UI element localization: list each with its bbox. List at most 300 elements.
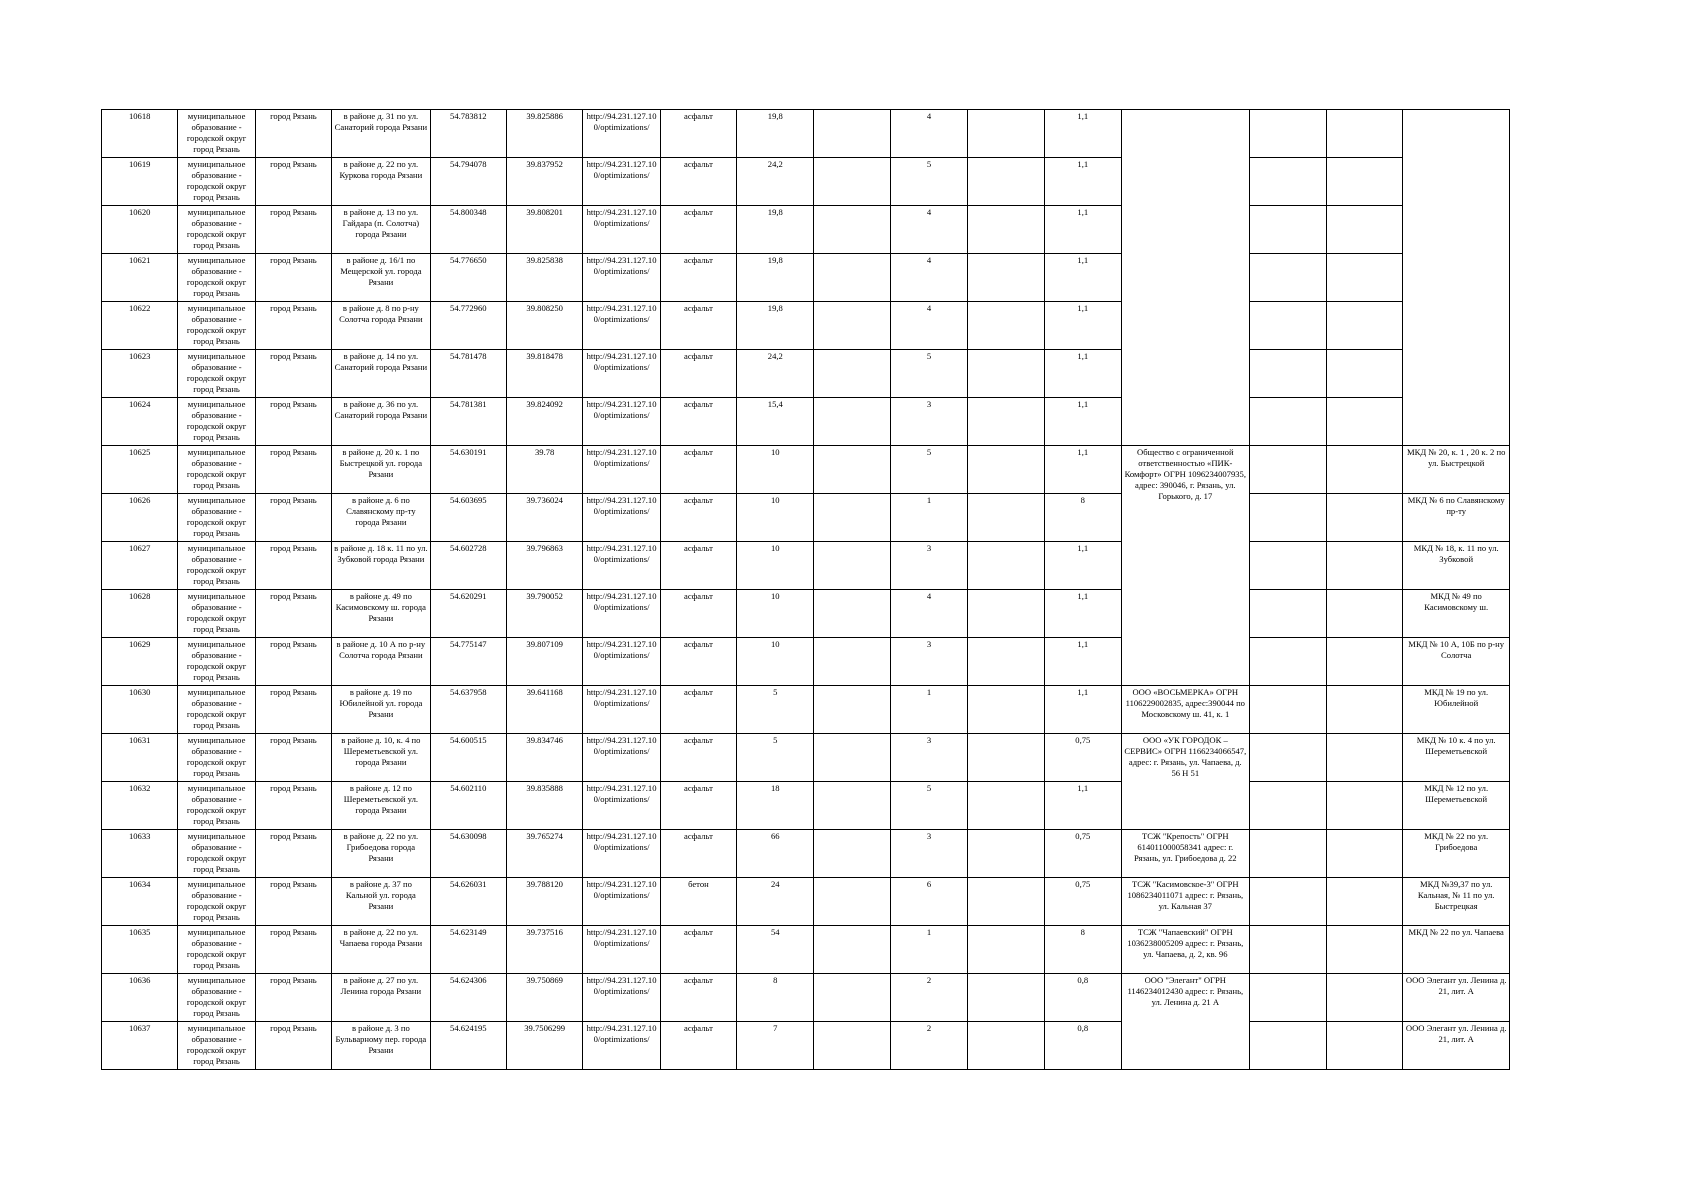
cell-area: 18: [737, 782, 814, 830]
cell-city: город Рязань: [255, 350, 331, 398]
cell-container-volume: 1,1: [1044, 542, 1121, 590]
cell-municipality: муниципальное образование - городской округ город Рязань: [178, 398, 255, 446]
cell-longitude: 39.824092: [506, 398, 582, 446]
cell-url: http://94.231.127.100/optimizations/: [583, 350, 660, 398]
table-row: [102, 878, 1510, 926]
cell-city: город Рязань: [255, 686, 331, 734]
cell-surface: асфальт: [660, 974, 736, 1022]
cell-empty: [968, 206, 1044, 254]
cell-id: 10637: [102, 1022, 178, 1070]
cell-city: город Рязань: [255, 302, 331, 350]
cell-url: http://94.231.127.100/optimizations/: [583, 830, 660, 878]
table-row: [102, 494, 1510, 542]
cell-municipality: муниципальное образование - городской округ город Рязань: [178, 302, 255, 350]
cell-longitude: 39.737516: [506, 926, 582, 974]
cell-sources: МКД № 6 по Славянскому пр-ту: [1403, 494, 1510, 542]
cell-latitude: 54.775147: [430, 638, 506, 686]
cell-empty: [814, 158, 890, 206]
cell-longitude: 39.835888: [506, 782, 582, 830]
cell-latitude: 54.600515: [430, 734, 506, 782]
cell-empty: [1249, 110, 1326, 158]
cell-longitude: 39.808250: [506, 302, 582, 350]
cell-city: город Рязань: [255, 830, 331, 878]
registry-table: [101, 109, 1510, 1070]
cell-container-count: 3: [890, 638, 967, 686]
cell-longitude: 39.807109: [506, 638, 582, 686]
cell-container-count: 3: [890, 398, 967, 446]
cell-longitude: 39.78: [506, 446, 582, 494]
cell-municipality: муниципальное образование - городской округ город Рязань: [178, 110, 255, 158]
cell-container-volume: 1,1: [1044, 398, 1121, 446]
cell-container-volume: 8: [1044, 494, 1121, 542]
cell-sources: ООО Элегант ул. Ленина д. 21, лит. А: [1403, 974, 1510, 1022]
cell-address: в районе д. 18 к. 11 по ул. Зубковой города Рязани: [332, 542, 430, 590]
cell-address: в районе д. 13 по ул. Гайдара (п. Солотча) города Рязани: [332, 206, 430, 254]
cell-address: в районе д. 16/1 по Мещерской ул. города Рязани: [332, 254, 430, 302]
cell-empty: [968, 1022, 1044, 1070]
cell-empty: [1326, 974, 1402, 1022]
cell-municipality: муниципальное образование - городской округ город Рязань: [178, 254, 255, 302]
cell-url: http://94.231.127.100/optimizations/: [583, 734, 660, 782]
cell-empty: [1249, 926, 1326, 974]
cell-surface: асфальт: [660, 590, 736, 638]
cell-container-count: 4: [890, 302, 967, 350]
cell-empty: [1326, 110, 1402, 158]
cell-latitude: 54.626031: [430, 878, 506, 926]
cell-empty: [814, 638, 890, 686]
cell-city: город Рязань: [255, 494, 331, 542]
cell-address: в районе д. 27 по ул. Ленина города Рязани: [332, 974, 430, 1022]
cell-empty: [814, 686, 890, 734]
cell-container-volume: 1,1: [1044, 302, 1121, 350]
cell-longitude: 39.7506299: [506, 1022, 582, 1070]
cell-address: в районе д. 22 по ул. Куркова города Рязани: [332, 158, 430, 206]
cell-empty: [1249, 1022, 1326, 1070]
cell-id: 10618: [102, 110, 178, 158]
cell-container-volume: 8: [1044, 926, 1121, 974]
cell-empty: [814, 830, 890, 878]
cell-id: 10625: [102, 446, 178, 494]
table-row: [102, 1022, 1510, 1070]
cell-container-count: 4: [890, 254, 967, 302]
cell-longitude: 39.765274: [506, 830, 582, 878]
cell-empty: [968, 302, 1044, 350]
cell-empty: [1326, 254, 1402, 302]
cell-empty: [1326, 686, 1402, 734]
cell-url: http://94.231.127.100/optimizations/: [583, 878, 660, 926]
cell-container-count: 1: [890, 926, 967, 974]
cell-city: город Рязань: [255, 590, 331, 638]
table-row: [102, 686, 1510, 734]
cell-address: в районе д. 19 по Юбилейной ул. города Рязани: [332, 686, 430, 734]
cell-city: город Рязань: [255, 638, 331, 686]
cell-area: 19,8: [737, 254, 814, 302]
cell-surface: асфальт: [660, 734, 736, 782]
cell-address: в районе д. 12 по Шереметьевской ул. города Рязани: [332, 782, 430, 830]
cell-longitude: 39.788120: [506, 878, 582, 926]
cell-surface: асфальт: [660, 158, 736, 206]
cell-longitude: 39.790052: [506, 590, 582, 638]
cell-city: город Рязань: [255, 158, 331, 206]
cell-latitude: 54.624195: [430, 1022, 506, 1070]
cell-city: город Рязань: [255, 926, 331, 974]
table-row: [102, 158, 1510, 206]
table-row: [102, 446, 1510, 494]
cell-id: 10631: [102, 734, 178, 782]
cell-owner-org: ТСЖ "Крепость" ОГРН 614011000058341 адрес: г. Рязань, ул. Грибоедова д. 22: [1121, 830, 1249, 878]
cell-empty: [1249, 782, 1326, 830]
cell-latitude: 54.603695: [430, 494, 506, 542]
cell-url: http://94.231.127.100/optimizations/: [583, 974, 660, 1022]
cell-id: 10632: [102, 782, 178, 830]
cell-id: 10634: [102, 878, 178, 926]
cell-id: 10630: [102, 686, 178, 734]
table-row: [102, 398, 1510, 446]
cell-empty: [968, 158, 1044, 206]
table-row: [102, 206, 1510, 254]
cell-container-volume: 0,75: [1044, 878, 1121, 926]
cell-empty: [1249, 206, 1326, 254]
cell-area: 5: [737, 734, 814, 782]
cell-address: в районе д. 22 по ул. Грибоедова города Рязани: [332, 830, 430, 878]
cell-city: город Рязань: [255, 110, 331, 158]
cell-sources: МКД № 19 по ул. Юбилейной: [1403, 686, 1510, 734]
cell-empty: [1326, 158, 1402, 206]
cell-container-count: 4: [890, 206, 967, 254]
cell-area: 7: [737, 1022, 814, 1070]
cell-container-count: 6: [890, 878, 967, 926]
cell-address: в районе д. 36 по ул. Санаторий города Рязани: [332, 398, 430, 446]
cell-empty: [968, 974, 1044, 1022]
cell-empty: [968, 254, 1044, 302]
cell-container-count: 3: [890, 542, 967, 590]
cell-surface: асфальт: [660, 350, 736, 398]
cell-address: в районе д. 8 по р-ну Солотча города Рязани: [332, 302, 430, 350]
cell-empty: [1326, 878, 1402, 926]
cell-url: http://94.231.127.100/optimizations/: [583, 542, 660, 590]
cell-owner-org: ТСЖ "Касимовское-3" ОГРН 1086234011071 адрес: г. Рязань, ул. Кальная 37: [1121, 878, 1249, 926]
cell-municipality: муниципальное образование - городской округ город Рязань: [178, 638, 255, 686]
cell-empty: [968, 638, 1044, 686]
cell-url: http://94.231.127.100/optimizations/: [583, 590, 660, 638]
cell-longitude: 39.825838: [506, 254, 582, 302]
cell-empty: [814, 110, 890, 158]
cell-empty: [968, 494, 1044, 542]
cell-empty: [814, 878, 890, 926]
cell-url: http://94.231.127.100/optimizations/: [583, 638, 660, 686]
cell-surface: асфальт: [660, 494, 736, 542]
cell-sources: МКД №39,37 по ул. Кальная, № 11 по ул. Быстрецкая: [1403, 878, 1510, 926]
table-row: [102, 638, 1510, 686]
cell-url: http://94.231.127.100/optimizations/: [583, 686, 660, 734]
cell-empty: [814, 542, 890, 590]
cell-latitude: 54.630098: [430, 830, 506, 878]
cell-latitude: 54.800348: [430, 206, 506, 254]
table-row: [102, 926, 1510, 974]
cell-empty: [1249, 350, 1326, 398]
cell-container-count: 5: [890, 446, 967, 494]
cell-latitude: 54.781381: [430, 398, 506, 446]
table-row: [102, 302, 1510, 350]
cell-empty: [968, 446, 1044, 494]
cell-empty: [814, 590, 890, 638]
cell-id: 10633: [102, 830, 178, 878]
cell-empty: [968, 590, 1044, 638]
cell-latitude: 54.602110: [430, 782, 506, 830]
cell-empty: [1249, 638, 1326, 686]
cell-longitude: 39.750869: [506, 974, 582, 1022]
cell-city: город Рязань: [255, 542, 331, 590]
table-row: [102, 830, 1510, 878]
cell-empty: [1326, 494, 1402, 542]
cell-city: город Рязань: [255, 1022, 331, 1070]
cell-empty: [1249, 494, 1326, 542]
cell-area: 19,8: [737, 302, 814, 350]
cell-id: 10621: [102, 254, 178, 302]
cell-empty: [814, 494, 890, 542]
cell-city: город Рязань: [255, 206, 331, 254]
cell-surface: асфальт: [660, 302, 736, 350]
cell-latitude: 54.637958: [430, 686, 506, 734]
cell-sources: МКД № 49 по Касимовскому ш.: [1403, 590, 1510, 638]
cell-area: 19,8: [737, 206, 814, 254]
cell-sources: МКД № 10 к. 4 по ул. Шереметьевской: [1403, 734, 1510, 782]
cell-container-volume: 1,1: [1044, 638, 1121, 686]
cell-empty: [1249, 878, 1326, 926]
cell-container-volume: 1,1: [1044, 110, 1121, 158]
cell-area: 19,8: [737, 110, 814, 158]
cell-empty: [1326, 734, 1402, 782]
registry-body: [102, 110, 1510, 1070]
cell-empty: [814, 398, 890, 446]
cell-latitude: 54.783812: [430, 110, 506, 158]
cell-address: в районе д. 10 А по р-ну Солотча города Рязани: [332, 638, 430, 686]
cell-id: 10627: [102, 542, 178, 590]
cell-longitude: 39.834746: [506, 734, 582, 782]
cell-empty: [968, 110, 1044, 158]
cell-url: http://94.231.127.100/optimizations/: [583, 446, 660, 494]
cell-id: 10622: [102, 302, 178, 350]
cell-surface: асфальт: [660, 686, 736, 734]
cell-municipality: муниципальное образование - городской округ город Рязань: [178, 926, 255, 974]
cell-surface: асфальт: [660, 110, 736, 158]
cell-area: 10: [737, 542, 814, 590]
cell-surface: асфальт: [660, 638, 736, 686]
cell-surface: асфальт: [660, 830, 736, 878]
cell-area: 10: [737, 494, 814, 542]
table-row: [102, 542, 1510, 590]
cell-container-count: 1: [890, 686, 967, 734]
cell-owner-org: ТСЖ "Чапаевский" ОГРН 1036238005209 адрес: г. Рязань, ул. Чапаева, д. 2, кв. 96: [1121, 926, 1249, 974]
cell-surface: бетон: [660, 878, 736, 926]
cell-empty: [1249, 302, 1326, 350]
cell-city: город Рязань: [255, 254, 331, 302]
cell-empty: [1249, 398, 1326, 446]
cell-empty: [814, 734, 890, 782]
cell-owner-empty: [1121, 110, 1249, 446]
cell-url: http://94.231.127.100/optimizations/: [583, 110, 660, 158]
cell-container-count: 5: [890, 782, 967, 830]
cell-area: 10: [737, 446, 814, 494]
cell-municipality: муниципальное образование - городской округ город Рязань: [178, 158, 255, 206]
cell-empty: [1326, 302, 1402, 350]
cell-empty: [968, 830, 1044, 878]
cell-owner-org: ООО «УК ГОРОДОК – СЕРВИС» ОГРН 1166234066547, адрес: г. Рязань, ул. Чапаева, д. 56 Н 51: [1121, 734, 1249, 830]
cell-url: http://94.231.127.100/optimizations/: [583, 302, 660, 350]
cell-container-count: 2: [890, 974, 967, 1022]
cell-area: 24,2: [737, 158, 814, 206]
cell-url: http://94.231.127.100/optimizations/: [583, 926, 660, 974]
cell-latitude: 54.623149: [430, 926, 506, 974]
table-row: [102, 350, 1510, 398]
cell-empty: [1326, 926, 1402, 974]
cell-sources-empty: [1403, 110, 1510, 446]
cell-url: http://94.231.127.100/optimizations/: [583, 206, 660, 254]
cell-empty: [968, 350, 1044, 398]
cell-container-count: 1: [890, 494, 967, 542]
cell-container-volume: 1,1: [1044, 590, 1121, 638]
cell-container-volume: 0,75: [1044, 734, 1121, 782]
cell-longitude: 39.808201: [506, 206, 582, 254]
cell-longitude: 39.641168: [506, 686, 582, 734]
cell-url: http://94.231.127.100/optimizations/: [583, 398, 660, 446]
cell-city: город Рязань: [255, 398, 331, 446]
cell-empty: [1326, 398, 1402, 446]
cell-area: 5: [737, 686, 814, 734]
cell-sources: МКД № 22 по ул. Грибоедова: [1403, 830, 1510, 878]
cell-latitude: 54.772960: [430, 302, 506, 350]
cell-empty: [814, 782, 890, 830]
cell-empty: [814, 254, 890, 302]
cell-empty: [1249, 590, 1326, 638]
cell-municipality: муниципальное образование - городской округ город Рязань: [178, 446, 255, 494]
cell-sources: МКД № 22 по ул. Чапаева: [1403, 926, 1510, 974]
cell-latitude: 54.620291: [430, 590, 506, 638]
cell-empty: [814, 1022, 890, 1070]
cell-container-count: 3: [890, 734, 967, 782]
cell-longitude: 39.837952: [506, 158, 582, 206]
cell-address: в районе д. 49 по Касимовскому ш. города Рязани: [332, 590, 430, 638]
cell-address: в районе д. 31 по ул. Санаторий города Рязани: [332, 110, 430, 158]
cell-latitude: 54.776650: [430, 254, 506, 302]
cell-empty: [1326, 350, 1402, 398]
cell-address: в районе д. 3 по Бульварному пер. города Рязани: [332, 1022, 430, 1070]
table-row: [102, 734, 1510, 782]
cell-latitude: 54.602728: [430, 542, 506, 590]
table-row: [102, 254, 1510, 302]
cell-municipality: муниципальное образование - городской округ город Рязань: [178, 782, 255, 830]
cell-empty: [814, 926, 890, 974]
cell-empty: [1249, 158, 1326, 206]
cell-area: 8: [737, 974, 814, 1022]
cell-url: http://94.231.127.100/optimizations/: [583, 494, 660, 542]
cell-area: 10: [737, 590, 814, 638]
cell-container-volume: 0,8: [1044, 974, 1121, 1022]
cell-area: 66: [737, 830, 814, 878]
cell-municipality: муниципальное образование - городской округ город Рязань: [178, 686, 255, 734]
cell-url: http://94.231.127.100/optimizations/: [583, 782, 660, 830]
cell-id: 10623: [102, 350, 178, 398]
cell-surface: асфальт: [660, 446, 736, 494]
cell-empty: [1249, 686, 1326, 734]
cell-empty: [814, 974, 890, 1022]
cell-longitude: 39.818478: [506, 350, 582, 398]
cell-empty: [814, 446, 890, 494]
cell-id: 10620: [102, 206, 178, 254]
cell-latitude: 54.794078: [430, 158, 506, 206]
cell-area: 24: [737, 878, 814, 926]
cell-empty: [1249, 542, 1326, 590]
cell-empty: [1249, 446, 1326, 494]
cell-id: 10636: [102, 974, 178, 1022]
cell-container-volume: 0,75: [1044, 830, 1121, 878]
cell-empty: [1326, 782, 1402, 830]
cell-container-count: 3: [890, 830, 967, 878]
cell-owner-org: Общество с ограниченной ответственностью «ПИК-Комфорт» ОГРН 1096234007935, адрес: 390046, г. Рязань, ул. Горького, д. 17: [1121, 446, 1249, 686]
cell-city: город Рязань: [255, 974, 331, 1022]
cell-empty: [1326, 590, 1402, 638]
cell-area: 24,2: [737, 350, 814, 398]
cell-sources: МКД № 10 А, 10Б по р-ну Солотча: [1403, 638, 1510, 686]
cell-container-volume: 1,1: [1044, 782, 1121, 830]
cell-municipality: муниципальное образование - городской округ город Рязань: [178, 590, 255, 638]
cell-sources: МКД № 20, к. 1 , 20 к. 2 по ул. Быстрецкой: [1403, 446, 1510, 494]
cell-empty: [968, 542, 1044, 590]
cell-empty: [968, 398, 1044, 446]
cell-surface: асфальт: [660, 206, 736, 254]
table-row: [102, 110, 1510, 158]
cell-container-volume: 0,8: [1044, 1022, 1121, 1070]
cell-city: город Рязань: [255, 878, 331, 926]
cell-sources: ООО Элегант ул. Ленина д. 21, лит. А: [1403, 1022, 1510, 1070]
cell-container-volume: 1,1: [1044, 254, 1121, 302]
cell-longitude: 39.736024: [506, 494, 582, 542]
cell-municipality: муниципальное образование - городской округ город Рязань: [178, 830, 255, 878]
cell-surface: асфальт: [660, 542, 736, 590]
cell-longitude: 39.796863: [506, 542, 582, 590]
cell-empty: [1326, 206, 1402, 254]
cell-empty: [1326, 1022, 1402, 1070]
cell-sources: МКД № 12 по ул. Шереметьевской: [1403, 782, 1510, 830]
cell-container-count: 4: [890, 110, 967, 158]
cell-area: 10: [737, 638, 814, 686]
cell-surface: асфальт: [660, 926, 736, 974]
cell-id: 10629: [102, 638, 178, 686]
cell-id: 10635: [102, 926, 178, 974]
cell-city: город Рязань: [255, 782, 331, 830]
table-row: [102, 974, 1510, 1022]
cell-empty: [1326, 446, 1402, 494]
cell-surface: асфальт: [660, 1022, 736, 1070]
cell-id: 10628: [102, 590, 178, 638]
cell-id: 10626: [102, 494, 178, 542]
cell-surface: асфальт: [660, 398, 736, 446]
cell-container-volume: 1,1: [1044, 446, 1121, 494]
cell-latitude: 54.781478: [430, 350, 506, 398]
cell-empty: [814, 350, 890, 398]
cell-surface: асфальт: [660, 782, 736, 830]
cell-address: в районе д. 37 по Кальной ул. города Рязани: [332, 878, 430, 926]
cell-address: в районе д. 20 к. 1 по Быстрецкой ул. города Рязани: [332, 446, 430, 494]
cell-address: в районе д. 14 по ул. Санаторий города Рязани: [332, 350, 430, 398]
cell-container-volume: 1,1: [1044, 206, 1121, 254]
cell-id: 10624: [102, 398, 178, 446]
cell-municipality: муниципальное образование - городской округ город Рязань: [178, 542, 255, 590]
cell-address: в районе д. 10, к. 4 по Шереметьевской ул. города Рязани: [332, 734, 430, 782]
cell-longitude: 39.825886: [506, 110, 582, 158]
cell-empty: [1249, 974, 1326, 1022]
cell-empty: [1326, 638, 1402, 686]
